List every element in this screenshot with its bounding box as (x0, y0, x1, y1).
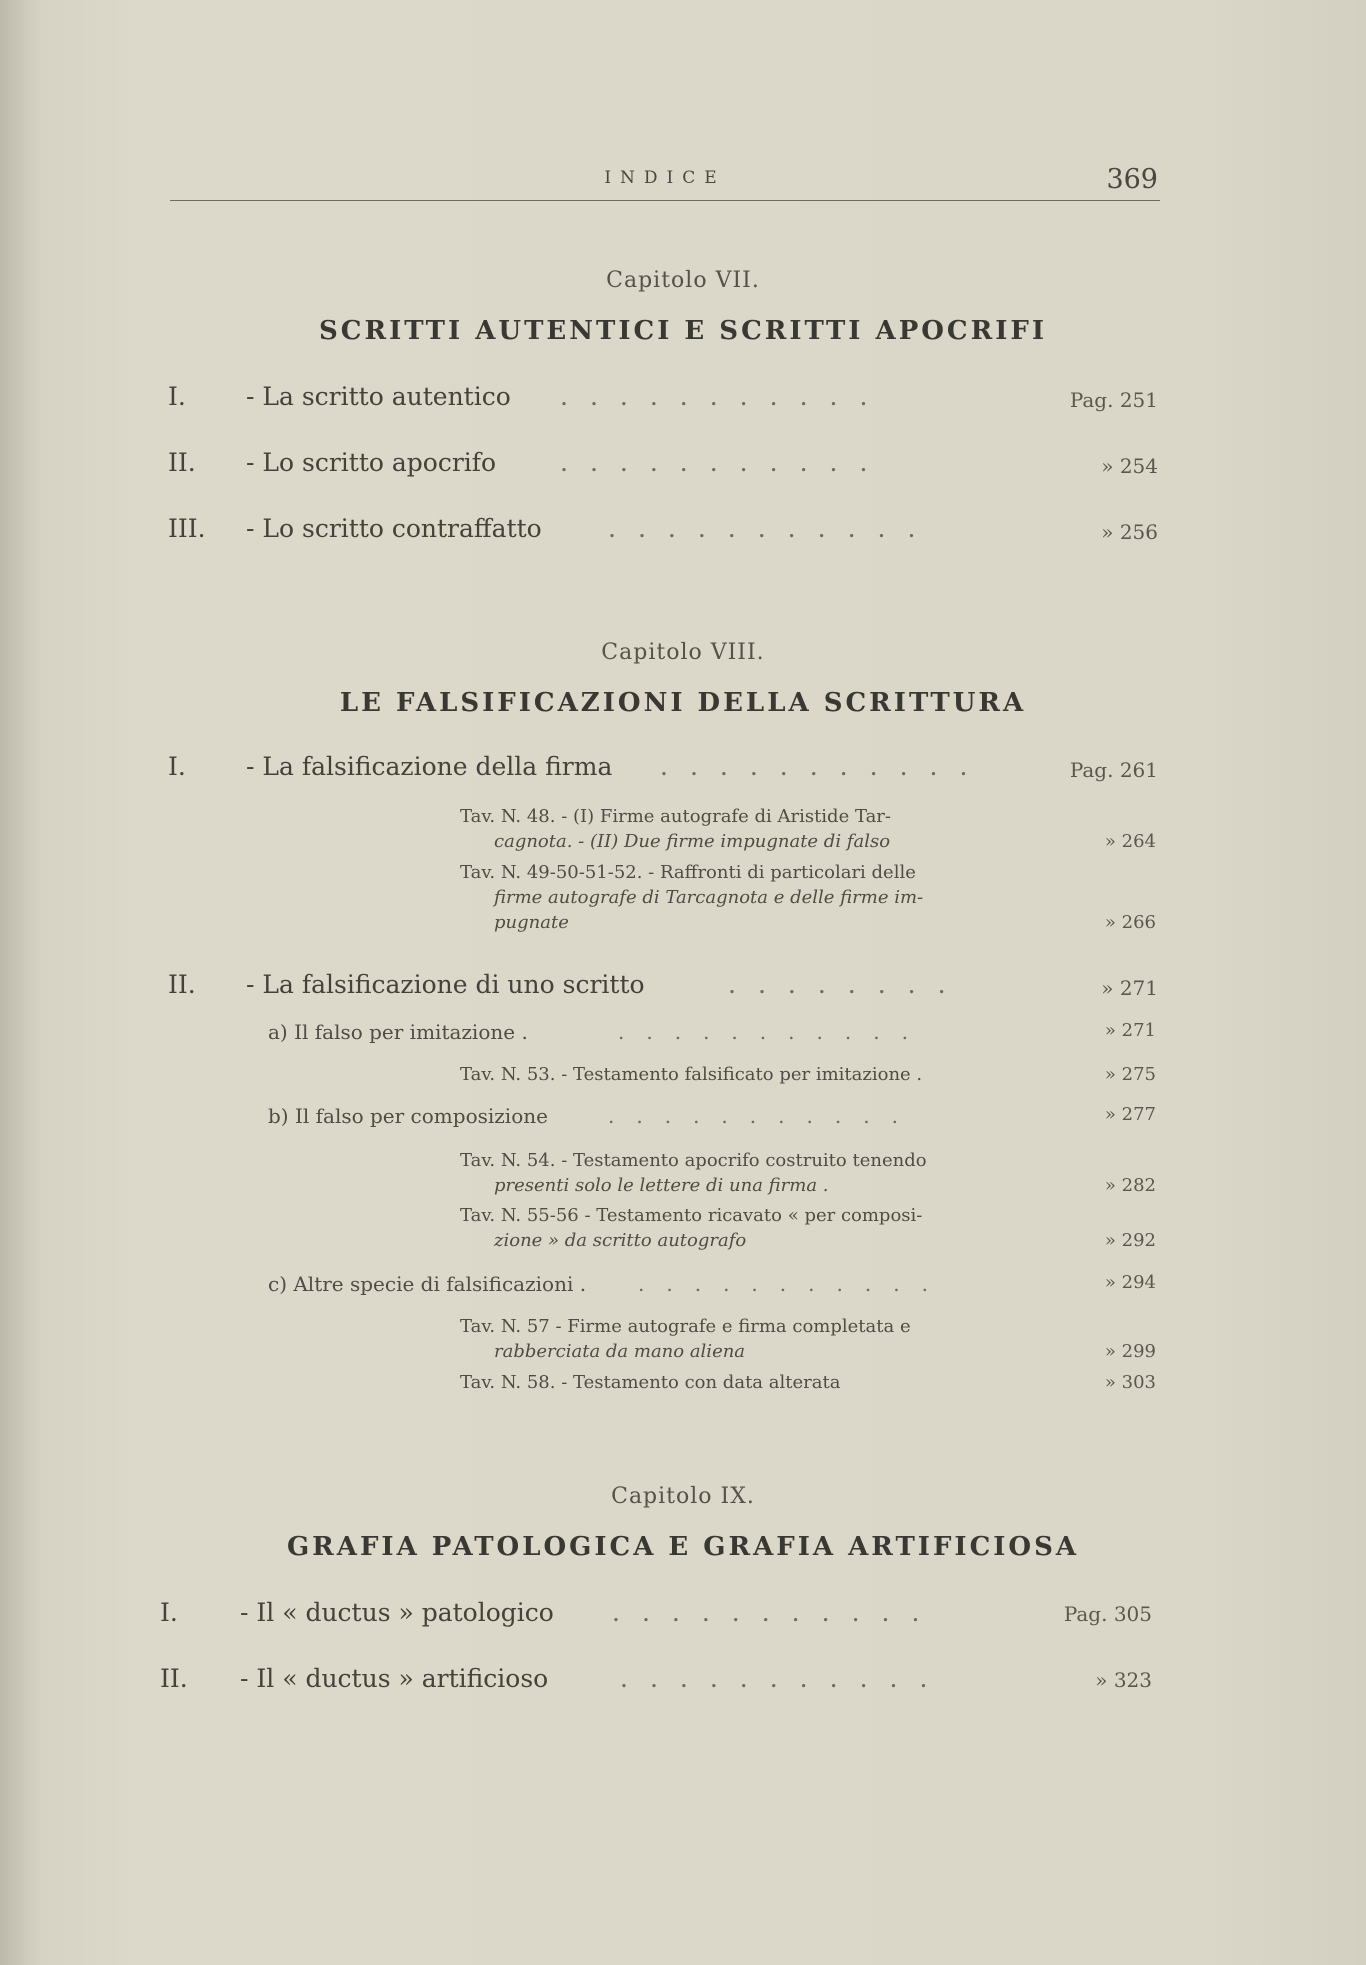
leader-dots: ........... (660, 752, 990, 781)
plate-entry (460, 1148, 1156, 1198)
entry-text: - Lo scritto apocrifo (246, 448, 497, 477)
plate-page: » 292 (1104, 1230, 1156, 1251)
plate-page: » 282 (1104, 1175, 1156, 1196)
plate-line: Tav. N. 58. - Testamento con data alterata (460, 1372, 841, 1393)
entry-page: » 254 (1101, 454, 1158, 478)
leader-dots: ........... (612, 1598, 942, 1627)
entry-number: I. (168, 382, 186, 411)
plate-line: presenti solo le lettere di una firma . (494, 1175, 829, 1196)
entry-page: Pag. 251 (1069, 388, 1158, 412)
toc-entry (168, 448, 1158, 480)
plate-line: Tav. N. 53. - Testamento falsificato per imitazione . (460, 1064, 923, 1085)
entry-number: I. (160, 1598, 178, 1627)
entry-page: » 271 (1101, 976, 1158, 1000)
plate-line: Tav. N. 57 - Firme autografe e firma completata e (460, 1316, 911, 1337)
entry-number: II. (168, 448, 196, 477)
subsection-page: » 294 (1104, 1272, 1156, 1293)
plate-entry (460, 1203, 1156, 1253)
toc-entry (160, 1664, 1152, 1696)
entry-text: - La scritto autentico (246, 382, 511, 411)
plate-entry (460, 1062, 1156, 1087)
subsection-text: a) Il falso per imitazione . (268, 1020, 528, 1044)
entry-number: II. (160, 1664, 188, 1693)
plate-entry (460, 860, 1156, 935)
subsection-text: c) Altre specie di falsificazioni . (268, 1272, 587, 1296)
leader-dots: ........... (560, 448, 890, 477)
leader-dots: ........ (728, 970, 968, 999)
plate-page: » 264 (1104, 831, 1156, 852)
plate-line: rabberciata da mano aliena (494, 1341, 746, 1362)
entry-text: - La falsificazione della firma (246, 752, 613, 781)
entry-page: » 256 (1101, 520, 1158, 544)
running-header (170, 160, 1160, 201)
subsection-page: » 277 (1104, 1104, 1156, 1125)
entry-text: - Lo scritto contraffatto (246, 514, 542, 543)
chapter-7-title: SCRITTI AUTENTICI E SCRITTI APOCRIFI (319, 316, 1047, 346)
entry-number: II. (168, 970, 196, 999)
entry-page: Pag. 305 (1063, 1602, 1152, 1626)
chapter-7-label: Capitolo VII. (606, 268, 760, 293)
chapter-9-title: GRAFIA PATOLOGICA E GRAFIA ARTIFICIOSA (286, 1532, 1080, 1562)
entry-text: - La falsificazione di uno scritto (246, 970, 645, 999)
subsection-entry (268, 1020, 1156, 1048)
leader-dots: ........... (638, 1272, 950, 1296)
toc-entry (168, 970, 1158, 1002)
subsection-page: » 271 (1104, 1020, 1156, 1041)
plate-entry (460, 804, 1156, 854)
plate-entry (460, 1314, 1156, 1364)
toc-entry (168, 514, 1158, 546)
subsection-entry (268, 1272, 1156, 1300)
plate-line: Tav. N. 55-56 - Testamento ricavato « per composi- (460, 1205, 923, 1226)
toc-entry (168, 382, 1158, 414)
toc-entry (168, 752, 1158, 784)
entry-text: - Il « ductus » artificioso (240, 1664, 549, 1693)
leader-dots: ........... (620, 1664, 950, 1693)
leader-dots: ........... (608, 514, 938, 543)
plate-line: zione » da scritto autografo (494, 1230, 747, 1251)
leader-dots: ........... (560, 382, 890, 411)
plate-page: » 266 (1104, 912, 1156, 933)
entry-text: - Il « ductus » patologico (240, 1598, 554, 1627)
page-number: 369 (1106, 164, 1158, 195)
plate-line: Tav. N. 54. - Testamento apocrifo costruito tenendo (460, 1150, 927, 1171)
chapter-8-title: LE FALSIFICAZIONI DELLA SCRITTURA (339, 688, 1027, 718)
subsection-text: b) Il falso per composizione (268, 1104, 548, 1128)
plate-line: pugnate (494, 912, 569, 933)
toc-entry (160, 1598, 1152, 1630)
plate-line: cagnota. - (II) Due firme impugnate di falso (494, 831, 891, 852)
leader-dots: ........... (608, 1104, 920, 1128)
plate-entry (460, 1370, 1156, 1395)
entry-page: Pag. 261 (1069, 758, 1158, 782)
subsection-entry (268, 1104, 1156, 1132)
entry-page: » 323 (1095, 1668, 1152, 1692)
entry-number: I. (168, 752, 186, 781)
plate-line: Tav. N. 49-50-51-52. - Raffronti di particolari delle (460, 862, 916, 883)
plate-line: Tav. N. 48. - (I) Firme autografe di Aristide Tar- (460, 806, 891, 827)
entry-number: III. (168, 514, 206, 543)
plate-page: » 275 (1104, 1064, 1156, 1085)
header-title: INDICE (604, 168, 726, 188)
plate-page: » 299 (1104, 1341, 1156, 1362)
plate-page: » 303 (1104, 1372, 1156, 1393)
chapter-8-label: Capitolo VIII. (601, 640, 765, 665)
leader-dots: ........... (618, 1020, 930, 1044)
plate-line: firme autografe di Tarcagnota e delle firme im- (494, 887, 924, 908)
chapter-9-label: Capitolo IX. (611, 1484, 755, 1509)
